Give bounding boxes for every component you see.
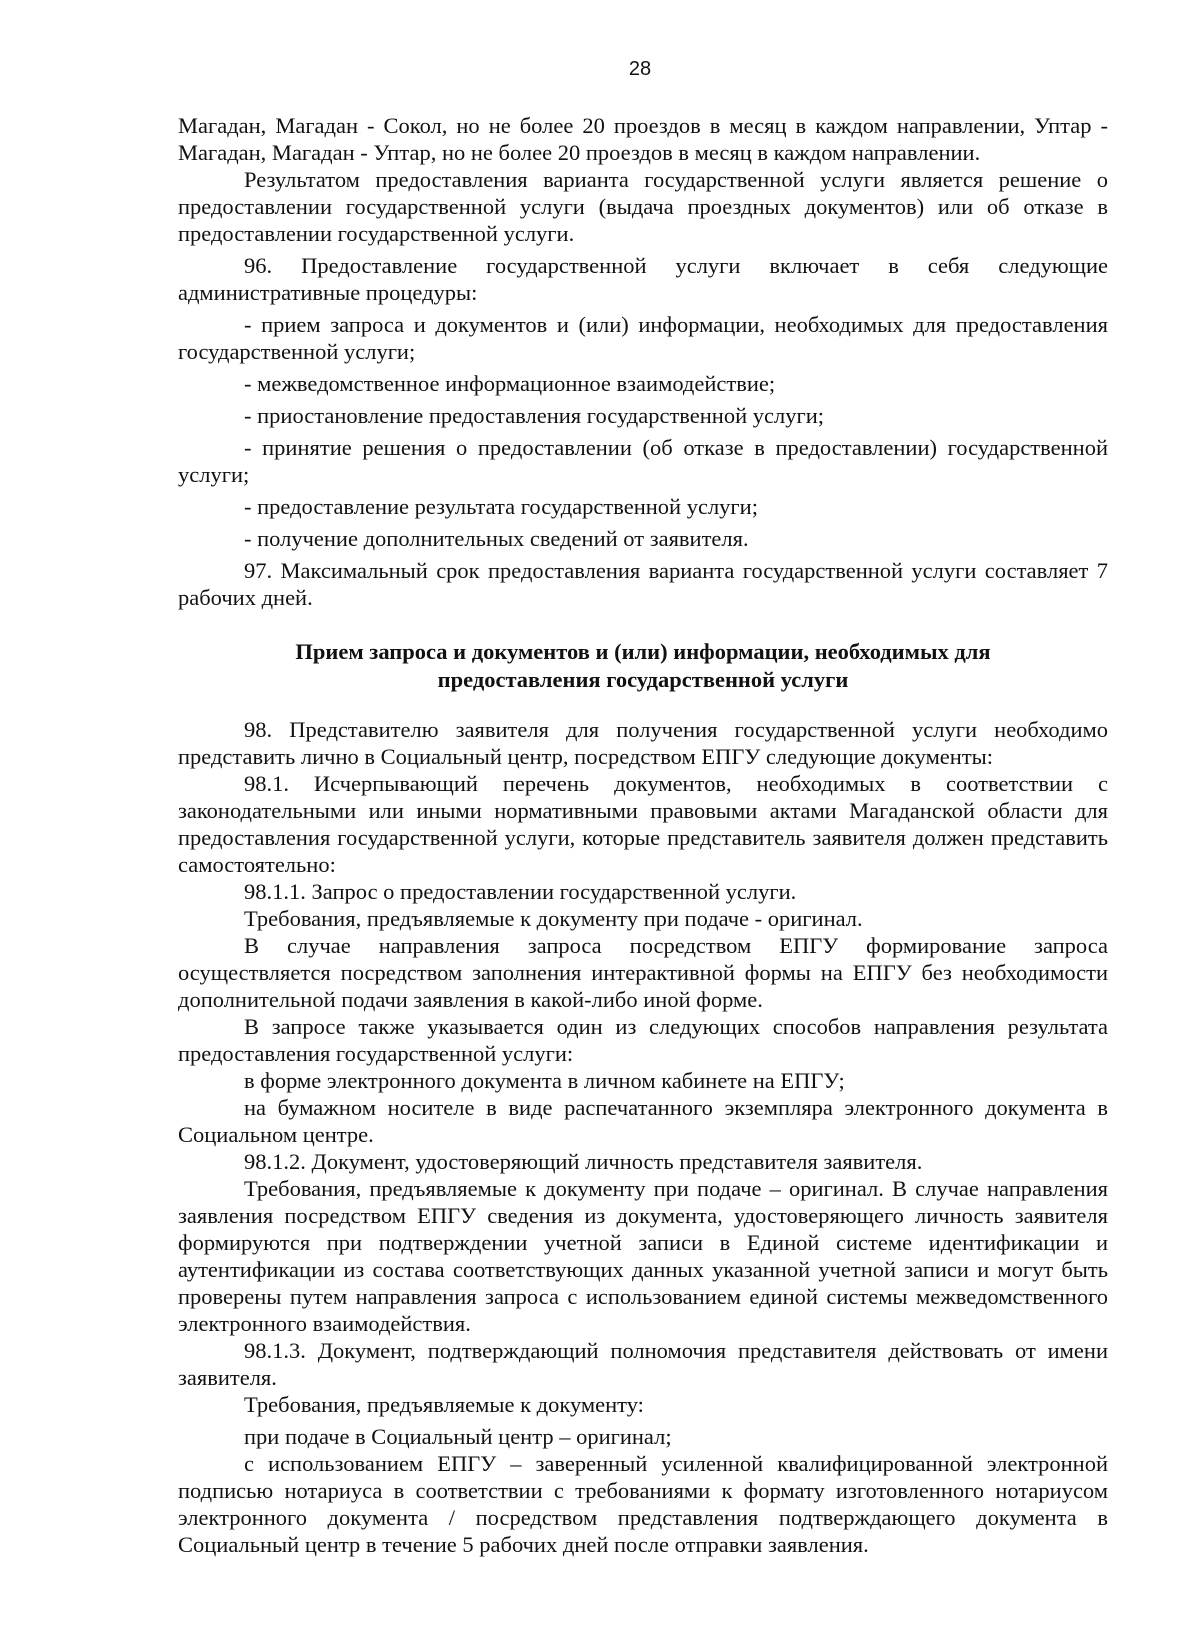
paragraph: 98.1.3. Документ, подтверждающий полномочия представителя действовать от имени заявителя. (178, 1338, 1108, 1390)
paragraph: Требования, предъявляемые к документу при подаче - оригинал. (244, 906, 863, 931)
paragraph: 98.1.1. Запрос о предоставлении государственной услуги. (244, 879, 797, 904)
paragraph: с использованием ЕПГУ – заверенный усиленной квалифицированной электронной подписью нотариуса в соответствии с требованиями к формату изготовленного нотариусом электронного документа / посредством представления подтверждающего документа в Социальный центр в течение 5 рабочих дней после отправки заявления. (178, 1451, 1108, 1557)
paragraph: Требования, предъявляемые к документу при подаче – оригинал. В случае направления заявления посредством ЕПГУ сведения из документа, удостоверяющего личность заявителя формируются при подтверждении учетной записи в Единой системе идентификации и аутентификации из состава соответствующих данных указанной учетной записи и могут быть проверены путем направления запроса с использованием единой системы межведомственного электронного взаимодействия. (178, 1176, 1108, 1336)
paragraph: 98.1.2. Документ, удостоверяющий личность представителя заявителя. (244, 1149, 923, 1174)
top-paragraphs (178, 112, 1108, 611)
section-heading (178, 638, 1108, 694)
paragraph: 98. Представителю заявителя для получения государственной услуги необходимо представить лично в Социальный центр, посредством ЕПГУ следующие документы: (178, 717, 1108, 769)
paragraph: - межведомственное информационное взаимодействие; (244, 371, 776, 396)
paragraph: - получение дополнительных сведений от заявителя. (244, 526, 749, 551)
paragraph: Магадан, Магадан - Сокол, но не более 20 проездов в месяц в каждом направлении, Уптар - Магадан, Магадан - Уптар, но не более 20 проездов в месяц в каждом направлении. (178, 113, 1108, 165)
document-body (178, 112, 1108, 1558)
paragraph: В запросе также указывается один из следующих способов направления результата предоставления государственной услуги: (178, 1014, 1108, 1066)
paragraph: - прием запроса и документов и (или) информации, необходимых для предоставления государственной услуги; (178, 312, 1108, 364)
paragraph: Требования, предъявляемые к документу: (244, 1392, 644, 1417)
paragraph: - принятие решения о предоставлении (об отказе в предоставлении) государственной услуги; (178, 435, 1108, 487)
paragraph: Результатом предоставления варианта государственной услуги является решение о предоставлении государственной услуги (выдача проездных документов) или об отказе в предоставлении государственной услуги. (178, 167, 1108, 246)
paragraph: В случае направления запроса посредством ЕПГУ формирование запроса осуществляется посредством заполнения интерактивной формы на ЕПГУ без необходимости дополнительной подачи заявления в какой-либо иной форме. (178, 933, 1108, 1012)
paragraph: - приостановление предоставления государственной услуги; (244, 403, 825, 428)
section-heading-line-1: Прием запроса и документов и (или) информации, необходимых для (295, 639, 991, 664)
paragraph: 97. Максимальный срок предоставления варианта государственной услуги составляет 7 рабочих дней. (178, 558, 1108, 610)
paragraph: 96. Предоставление государственной услуги включает в себя следующие административные процедуры: (178, 253, 1108, 305)
paragraph: при подаче в Социальный центр – оригинал; (244, 1424, 672, 1449)
page-number: 28 (628, 58, 652, 80)
section-heading-line-2: предоставления государственной услуги (437, 667, 849, 692)
paragraph: на бумажном носителе в виде распечатанного экземпляра электронного документа в Социальном центре. (178, 1095, 1108, 1147)
bottom-paragraphs (178, 716, 1108, 1558)
paragraph: 98.1. Исчерпывающий перечень документов, необходимых в соответствии с законодательными или иными нормативными правовыми актами Магаданской области для предоставления государственной услуги, которые представитель заявителя должен представить самостоятельно: (178, 771, 1108, 877)
paragraph: - предоставление результата государственной услуги; (244, 494, 758, 519)
paragraph: в форме электронного документа в личном кабинете на ЕПГУ; (244, 1068, 845, 1093)
